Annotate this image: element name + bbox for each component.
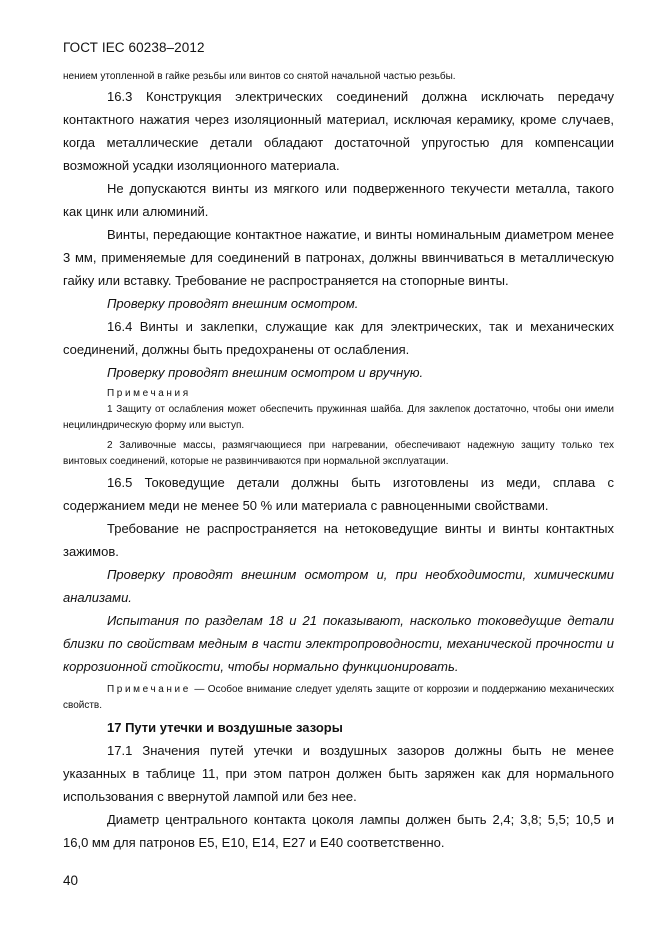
notes-label: Примечания [107, 388, 191, 399]
section-17-heading: 17 Пути утечки и воздушные зазоры [107, 720, 343, 735]
paragraph-16-4: 16.4 Винты и заклепки, служащие как для электрических, так и механических соединений, должны быть предохранены от ослабления. [63, 319, 614, 357]
check-chemical: Проверку проводят внешним осмотром и, при необходимости, химическими анализами. [63, 567, 614, 605]
note-label-single: Примечание [107, 684, 191, 695]
note-1: 1 Защиту от ослабления может обеспечить пружинная шайба. Для заклепок достаточно, чтобы они имели нецилиндрическую форму или выступ. [63, 404, 614, 431]
paragraph-requirement: Требование не распространяется на нетоковедущие винты и винты контактных зажимов. [63, 521, 614, 559]
document-header: ГОСТ IEC 60238–2012 [63, 40, 205, 55]
note-corrosion [63, 682, 614, 714]
continuation-line: нением утопленной в гайке резьбы или винтов со снятой начальной частью резьбы. [63, 71, 456, 82]
check-visual: Проверку проводят внешним осмотром. [107, 296, 359, 311]
page-number: 40 [63, 873, 79, 888]
note-corrosion-text: — Особое внимание следует уделять защите от коррозии и поддержанию механических свойств. [63, 684, 614, 711]
page-content [63, 69, 614, 854]
paragraph-17-1: 17.1 Значения путей утечки и воздушных зазоров должны быть не менее указанных в таблице 11, при этом патрон должен быть заряжен как для нормального использования с ввернутой лампой или без нее. [63, 743, 614, 804]
note-2: 2 Заливочные массы, размягчающиеся при нагревании, обеспечивают надежную защиту только тех винтовых соединений, которые не развинчиваются при нормальной эксплуатации. [63, 440, 614, 467]
paragraph-contact-screws: Винты, передающие контактное нажатие, и винты номинальным диаметром менее 3 мм, применяемые для соединений в патронах, должны ввинчиваться в металлическую гайку или вставку. Требование не распространяется на стопорные винты. [63, 227, 614, 288]
paragraph-16-5: 16.5 Токоведущие детали должны быть изготовлены из меди, сплава с содержанием меди не менее 50 % или материала с равноценными свойствами. [63, 475, 614, 513]
paragraph-contact-diameter: Диаметр центрального контакта цоколя лампы должен быть 2,4; 3,8; 5,5; 10,5 и 16,0 мм для патронов E5, E10, E14, E27 и E40 соответственно. [63, 812, 614, 850]
paragraph-no-soft-screws: Не допускаются винты из мягкого или подверженного текучести металла, такого как цинк или алюминий. [63, 181, 614, 219]
check-visual-manual: Проверку проводят внешним осмотром и вручную. [107, 365, 424, 380]
paragraph-16-3: 16.3 Конструкция электрических соединений должна исключать передачу контактного нажатия через изоляционный материал, исключая керамику, кроме случаев, когда металлические детали обладают достаточной упругостью для компенсации возможной усадки изоляционного материала. [63, 89, 614, 173]
paragraph-tests: Испытания по разделам 18 и 21 показывают, насколько токоведущие детали близки по свойствам медным в части электропроводности, механической прочности и коррозионной стойкости, чтобы нормально функционировать. [63, 613, 614, 674]
